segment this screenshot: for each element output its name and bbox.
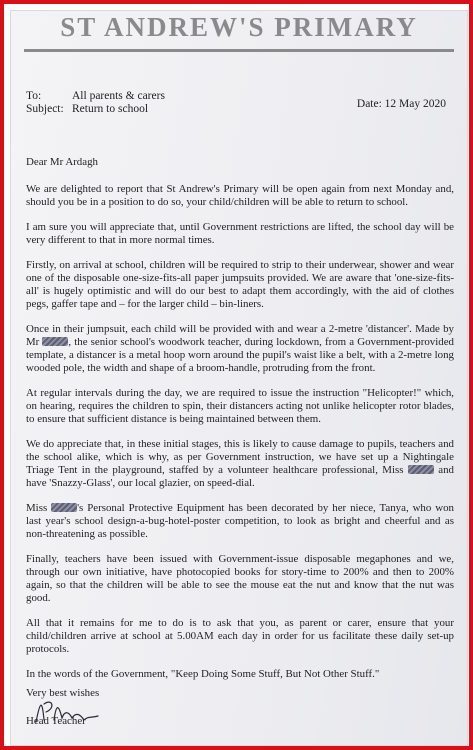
paragraph-ppe bbox=[26, 502, 454, 541]
paragraph-triage-part2: and have 'Snazzy-Glass', our local glazier, on speed-dial. bbox=[26, 464, 454, 489]
subject-value: Return to school bbox=[72, 103, 149, 115]
paragraph-ppe-part1: Miss bbox=[26, 502, 48, 514]
redacted-name bbox=[51, 503, 77, 512]
redacted-name bbox=[408, 465, 434, 474]
handwritten-signature bbox=[32, 694, 102, 728]
subject-line bbox=[26, 103, 165, 116]
to-value: All parents & carers bbox=[72, 90, 165, 102]
paragraph-restrictions: I am sure you will appreciate that, until Government restrictions are lifted, the school day will be very different to that in more normal times. bbox=[26, 221, 454, 246]
address-block bbox=[26, 90, 165, 116]
letterhead-divider bbox=[24, 49, 454, 52]
school-letterhead-title: ST ANDREW'S PRIMARY bbox=[60, 12, 418, 42]
closing: Very best wishes bbox=[26, 687, 100, 699]
redacted-name bbox=[42, 337, 68, 346]
letter-paper bbox=[10, 10, 468, 746]
subject-label: Subject: bbox=[26, 103, 64, 115]
paragraph-triage bbox=[26, 438, 454, 490]
paragraph-megaphones: Finally, teachers have been issued with Government-issue disposable megaphones and we, through our own initiative, have photocopied books for story-time to 200% and then to 200% again, so that the children will be able to see the mouse eat the nut and know that the nut was good. bbox=[26, 553, 454, 604]
salutation: Dear Mr Ardagh bbox=[26, 156, 98, 168]
paragraph-distancer-part2: , the senior school's woodwork teacher, during lockdown, from a Government-provided template, a distancer is a metal hoop worn around the pupil's waist like a belt, with a 2-metre long wooded pole, the width and shape of a broom-handle, protruding from the front. bbox=[26, 336, 454, 374]
letter-body bbox=[26, 156, 454, 693]
paragraph-ppe-part2: 's Personal Protective Equipment has been decorated by her niece, Tanya, who won last year's school design-a-bug-hotel-poster competition, to look as bright and cheerful and as non-threatening as possible. bbox=[26, 502, 454, 540]
signatory-title: Head Teacher bbox=[26, 715, 86, 727]
to-line bbox=[26, 90, 165, 103]
paragraph-arrival: All that it remains for me to do is to ask that you, as parent or carer, ensure that your child/children arrive at school at 5.00AM each day in order for us facilitate these daily set-up protocols. bbox=[26, 617, 454, 655]
paragraph-government-quote: In the words of the Government, "Keep Doing Some Stuff, But Not Other Stuff." bbox=[26, 668, 380, 680]
paragraph-triage-part1: We do appreciate that, in these initial stages, this is likely to cause damage to pupils, teachers and the school alike, which is why, as per Government instruction, we have set up a Nightingale Triage Tent in the playground, staffed by a volunteer healthcare professional, Miss bbox=[26, 438, 454, 476]
paragraph-distancer-part1: Once in their jumpsuit, each child will be provided with and wear a 2-metre 'distancer'. Made by Mr bbox=[26, 323, 454, 348]
paragraph-distancer bbox=[26, 323, 454, 375]
paragraph-reopening: We are delighted to report that St Andrew's Primary will be open again from next Monday and, should you be in a position to do so, your child/children will be able to return to school. bbox=[26, 183, 454, 208]
paragraph-jumpsuits: Firstly, on arrival at school, children will be required to strip to their underwear, shower and wear one of the disposable one-size-fits-all paper jumpsuits provided. We are aware that 'one-size-fits-all' is hugely optimistic and will do our best to adapt them accordingly, with the aid of clothes pegs, gaffer tape and – for the larger child – bin-liners. bbox=[26, 259, 454, 310]
to-label: To: bbox=[26, 90, 42, 102]
paragraph-helicopter: At regular intervals during the day, we are required to issue the instruction "Helicopter!" which, on hearing, requires the children to spin, their distancers acting not unlike helicopter rotor blades, to ensure that sufficient distance is being maintained between them. bbox=[26, 387, 454, 425]
letter-date: Date: 12 May 2020 bbox=[356, 98, 446, 110]
